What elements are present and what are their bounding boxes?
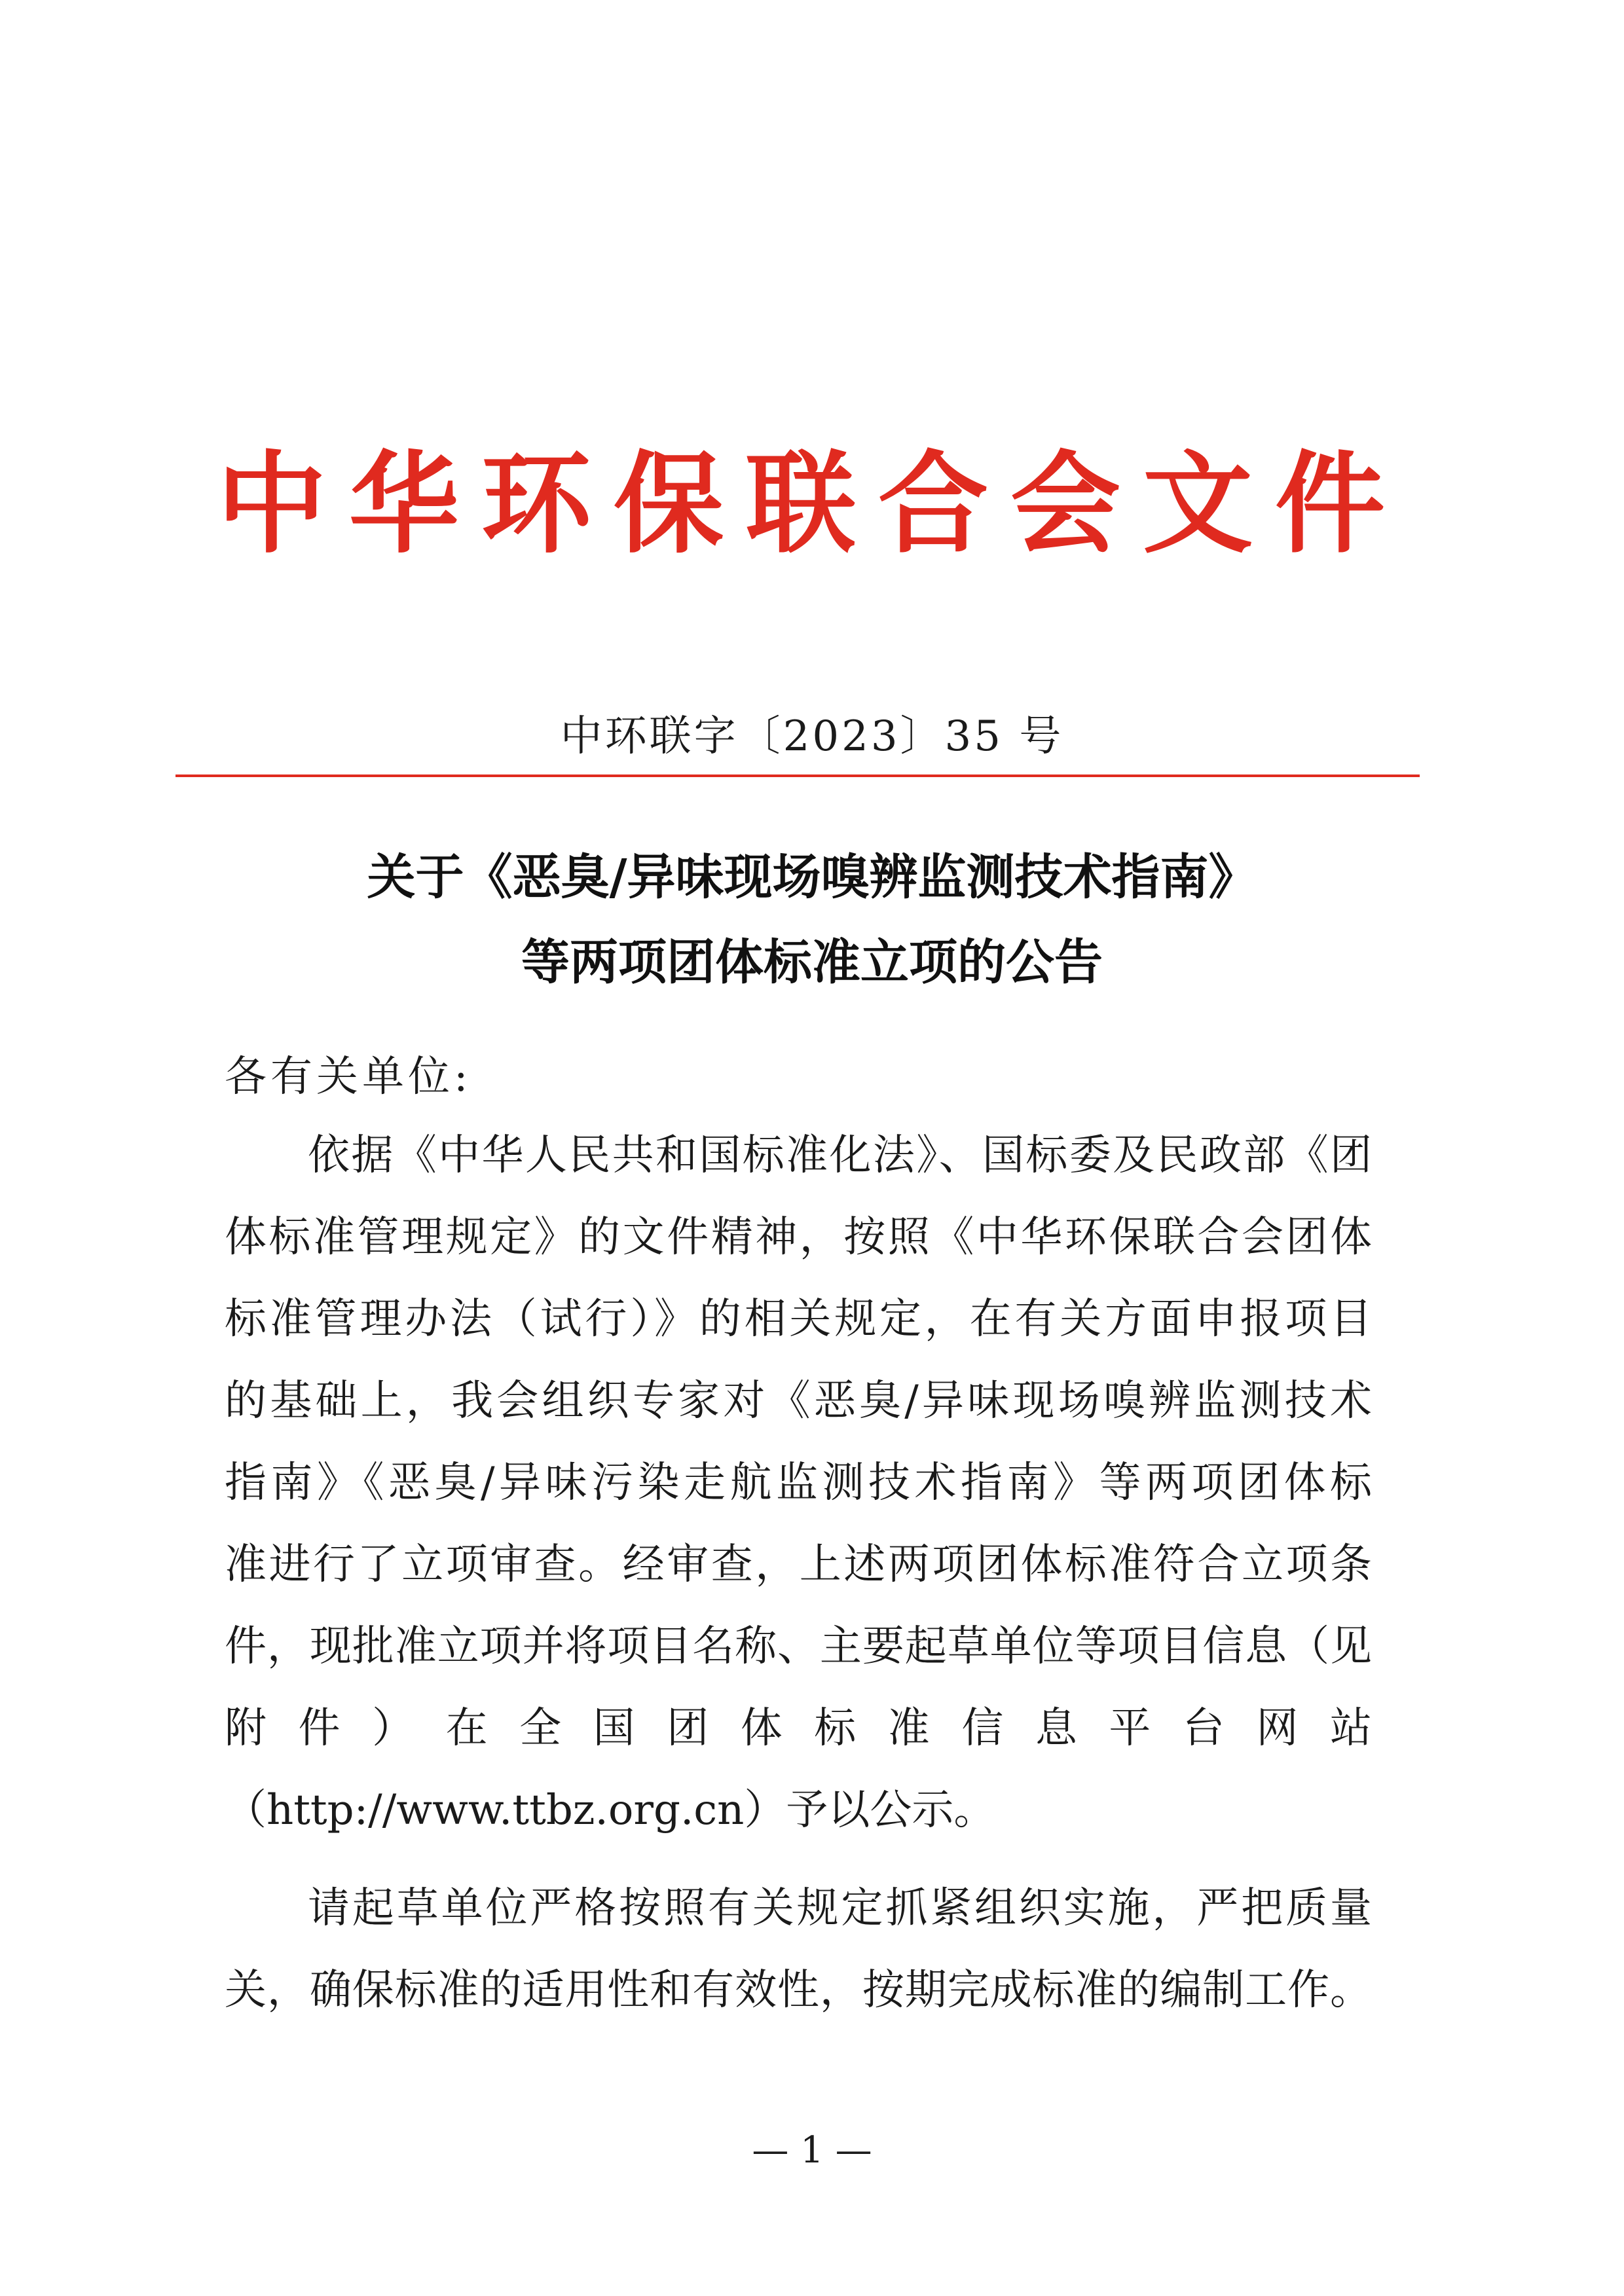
body-line: 件，现批准立项并将项目名称、主要起草单位等项目信息（见 [225,1622,1372,1671]
body-line-url: （http://www.ttbz.org.cn）予以公示。 [225,1786,996,1834]
document-number: 中环联字〔2023〕35 号 [560,712,1064,761]
body-line: 附件）在全国团体标准信息平台网站 [225,1704,1372,1753]
body-line: 准进行了立项审查。经审查，上述两项团体标准符合立项条 [225,1540,1372,1589]
body-line: 依据《中华人民共和国标准化法》、国标委及民政部《团 [308,1131,1372,1180]
salutation: 各有关单位: [225,1053,472,1101]
body-line: 标准管理办法（试行）》的相关规定，在有关方面申报项目 [225,1295,1372,1343]
page-number: — 1 — [752,2129,872,2172]
body-line: 关，确保标准的适用性和有效性，按期完成标准的编制工作。 [225,1966,1372,2014]
body-line: 请起草单位严格按照有关规定抓紧组织实施，严把质量 [308,1884,1372,1933]
body-line: 指南》《恶臭/异味污染走航监测技术指南》等两项团体标 [225,1459,1372,1507]
announcement-title-line-1: 关于《恶臭/异味现场嗅辨监测技术指南》 [367,849,1257,905]
body-line: 的基础上，我会组织专家对《恶臭/异味现场嗅辨监测技术 [225,1377,1372,1425]
document-header-title: 中华环保联合会文件 [217,440,1407,568]
announcement-title-line-2: 等两项团体标准立项的公告 [521,934,1103,991]
red-divider-line [175,774,1420,777]
body-line: 体标准管理规定》的文件精神，按照《中华环保联合会团体 [225,1213,1372,1262]
